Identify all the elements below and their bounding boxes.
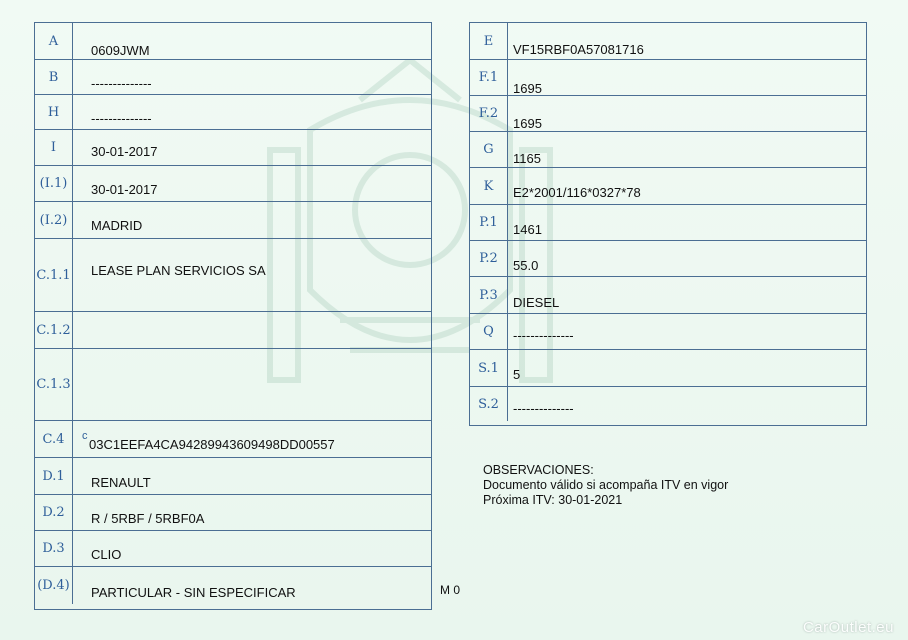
row-q	[470, 314, 866, 350]
row-c13	[35, 349, 431, 421]
field-value: E2*2001/116*0327*78	[513, 185, 641, 200]
field-code: E	[470, 23, 508, 59]
row-d3	[35, 531, 431, 567]
row-d4	[35, 567, 431, 604]
field-prefix: c	[82, 430, 88, 442]
mark-code: M 0	[440, 583, 461, 597]
field-code: (I.2)	[35, 202, 73, 238]
field-value: VF15RBF0A57081716	[513, 42, 644, 57]
field-value: 1695	[513, 116, 542, 131]
row-i	[35, 130, 431, 166]
row-s2	[470, 387, 866, 421]
row-b	[35, 60, 431, 95]
row-a	[35, 23, 431, 60]
row-i2	[35, 202, 431, 239]
field-code: S.2	[470, 387, 508, 421]
row-c12	[35, 312, 431, 349]
field-value: 0609JWM	[91, 43, 150, 58]
observations-line: Documento válido si acompaña ITV en vigor	[483, 478, 729, 492]
row-c11	[35, 239, 431, 312]
field-code: Q	[470, 314, 508, 349]
field-code: K	[470, 168, 508, 204]
row-g	[470, 132, 866, 168]
observations-title: OBSERVACIONES:	[483, 463, 594, 477]
field-value: --------------	[513, 401, 574, 416]
field-code: D.3	[35, 531, 73, 566]
row-d1	[35, 458, 431, 495]
row-f2	[470, 96, 866, 132]
row-c4	[35, 421, 431, 458]
field-code: C.1.3	[35, 349, 73, 420]
observations-line: Próxima ITV: 30-01-2021	[483, 493, 623, 507]
field-code: D.1	[35, 458, 73, 494]
field-value: 5	[513, 367, 521, 382]
field-code: G	[470, 132, 508, 167]
field-code: P.1	[470, 205, 508, 240]
row-e	[470, 23, 866, 60]
field-value: CLIO	[91, 547, 122, 562]
field-value: DIESEL	[513, 295, 560, 310]
field-value: --------------	[91, 76, 152, 91]
field-code: P.3	[470, 277, 508, 313]
field-value: 1165	[513, 151, 541, 166]
field-code: (I.1)	[35, 166, 73, 201]
field-code: C.1.2	[35, 312, 73, 348]
field-code: F.1	[470, 60, 508, 95]
field-code: C.4	[35, 421, 73, 457]
row-h	[35, 95, 431, 130]
field-value: --------------	[513, 328, 574, 343]
field-value: --------------	[91, 111, 152, 126]
field-code: C.1.1	[35, 239, 73, 311]
field-code: I	[35, 130, 73, 165]
field-value: MADRID	[91, 218, 143, 233]
row-s1	[470, 350, 866, 387]
right-data-table	[469, 22, 867, 426]
field-value: R / 5RBF / 5RBF0A	[91, 511, 205, 526]
row-p2	[470, 241, 866, 277]
field-value: 1461	[513, 222, 542, 237]
field-code: P.2	[470, 241, 508, 276]
field-code: A	[35, 23, 73, 59]
row-p3	[470, 277, 866, 314]
field-code: (D.4)	[35, 567, 73, 604]
field-value: 1695	[513, 81, 542, 96]
row-k	[470, 168, 866, 205]
row-f1	[470, 60, 866, 96]
field-code: B	[35, 60, 73, 94]
field-value: PARTICULAR - SIN ESPECIFICAR	[91, 585, 296, 600]
field-code: D.2	[35, 495, 73, 530]
field-value: 03C1EEFA4CA94289943609498DD00557	[89, 437, 335, 452]
field-value: 30-01-2017	[91, 182, 158, 197]
row-d2	[35, 495, 431, 531]
field-code: F.2	[470, 96, 508, 131]
field-value: LEASE PLAN SERVICIOS SA	[91, 263, 266, 278]
row-p1	[470, 205, 866, 241]
field-code: H	[35, 95, 73, 129]
field-value: 30-01-2017	[91, 144, 158, 159]
field-code: S.1	[470, 350, 508, 386]
field-value: RENAULT	[91, 475, 151, 490]
site-watermark: CarOutlet.eu	[802, 619, 894, 636]
left-data-table	[34, 22, 432, 610]
row-i1	[35, 166, 431, 202]
field-value: 55.0	[513, 258, 539, 273]
observations-block	[483, 463, 728, 508]
